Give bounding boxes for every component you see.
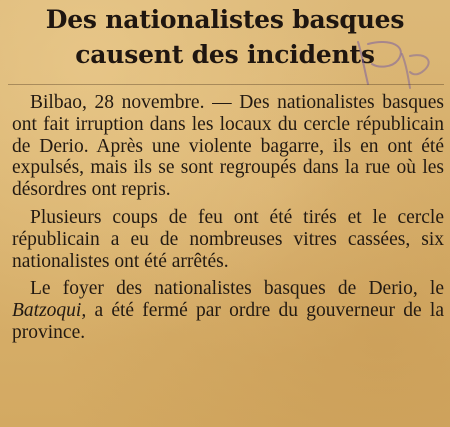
paragraph-1: Bilbao, 28 novembre. — Des nationalistes basques ont fait irruption dans les locaux du cercle républicain de Derio. Après une violente bagarre, ils en ont été expulsés, mais ils se sont regroupés dans la rue où les désordres ont repris.: [12, 92, 444, 201]
headline-line-2: causent des incidents: [75, 40, 375, 69]
paragraph-3-text-a: Le foyer des nationalistes basques de Derio, le: [30, 278, 444, 300]
paragraph-3-italic-name: Batzoqui,: [12, 300, 87, 322]
article-body: [12, 92, 444, 350]
headline-divider: [8, 84, 444, 85]
headline-line-1: Des nationalistes basques: [45, 5, 405, 34]
paragraph-3: [12, 278, 444, 343]
headline: [0, 2, 450, 72]
paragraph-3-text-b: a été fermé par ordre du gouverneur de la province.: [12, 300, 444, 343]
paragraph-2: Plusieurs coups de feu ont été tirés et le cercle républicain a eu de nombreuses vitres cassées, six nationalistes ont été arrêtés.: [12, 206, 444, 272]
